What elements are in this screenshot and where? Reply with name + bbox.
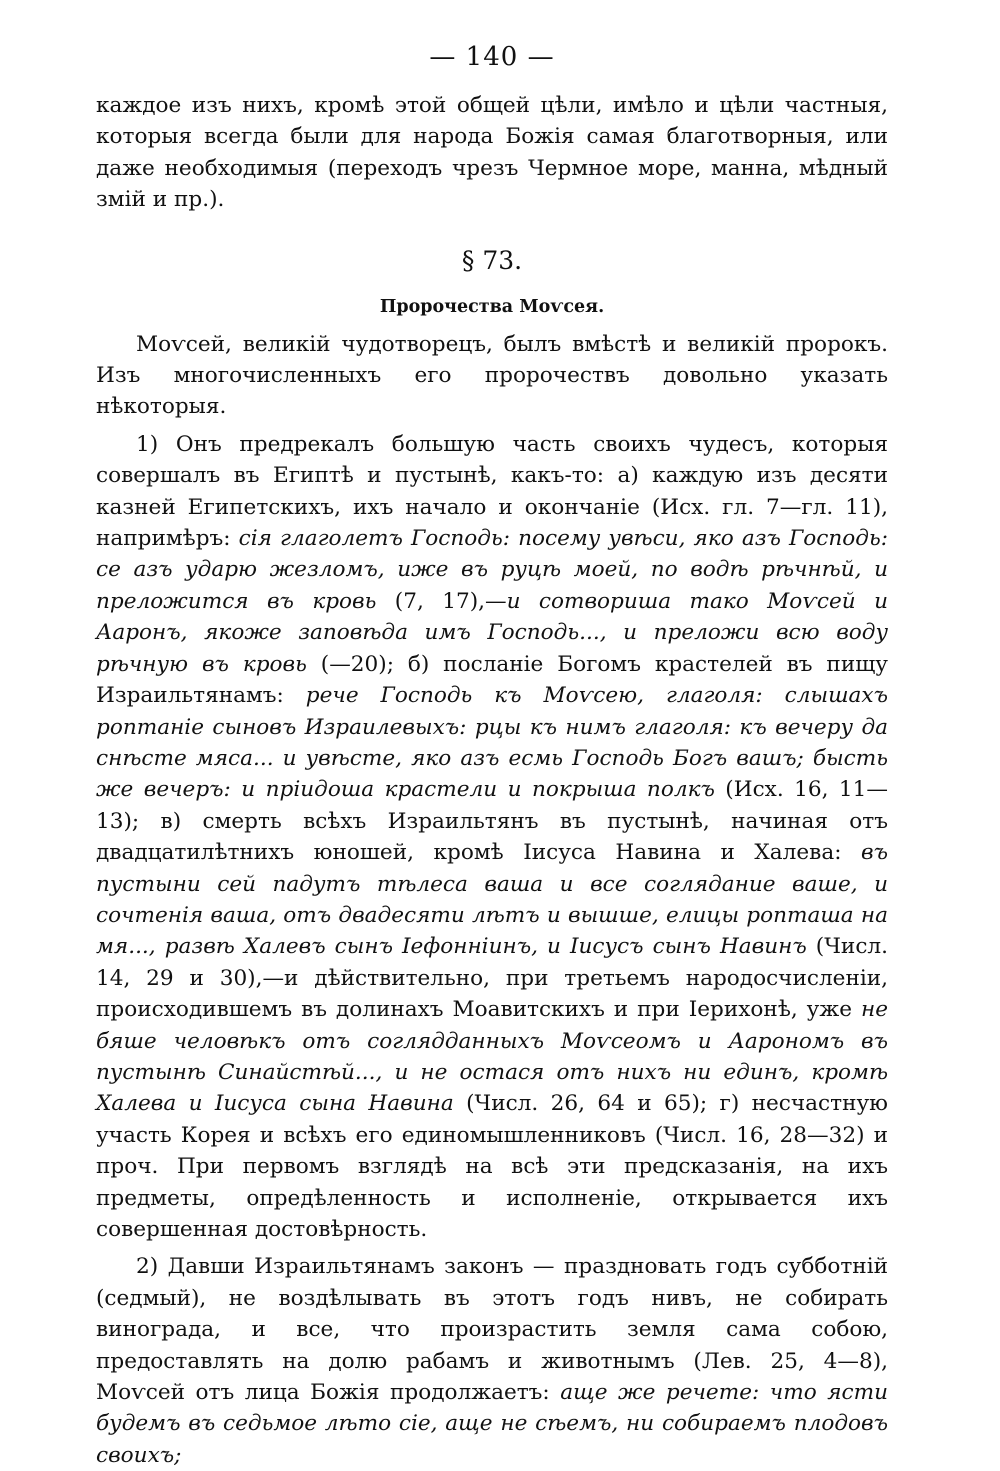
quote-run: не бяше человѣкъ отъ соглядданныхъ Моѵсеомъ и Аарономъ въ пустынѣ Синайстѣй..., и не остася отъ нихъ ни единъ, кромѣ Халева и Іисуса сына Навина xyxy=(96,997,888,1117)
page-number: — 140 — xyxy=(429,42,555,72)
paragraph-2 xyxy=(96,429,888,1246)
text-run: (Числ. 26, 64 и 65); г) несчастную участь Корея и всѣхъ его единомышленниковъ (Числ. 16, 28—32) и проч. При первомъ взглядѣ на всѣ эти предсказанія, на ихъ предметы, опредѣленность и исполненіе, открывается ихъ совершенная достовѣрность. xyxy=(96,1091,888,1242)
intro-paragraph: каждое изъ нихъ, кромѣ этой общей цѣли, имѣло и цѣли частныя, которыя всегда были для народа Божія самая благотворныя, или даже необходимыя (переходъ чрезъ Чермное море, манна, мѣдный змій и пр.). xyxy=(96,93,888,213)
paragraph-1: Моѵсей, великій чудотворецъ, былъ вмѣстѣ и великій пророкъ. Изъ многочисленныхъ его пророчествъ довольно указать нѣкоторыя. xyxy=(96,331,888,420)
text-run: (Исх. 16, 11—13); в) смерть всѣхъ Израильтянъ въ пустынѣ, начиная отъ двадцатилѣтнихъ юношей, кромѣ Іисуса Навина и Халева: xyxy=(96,777,888,866)
text-run: (—20); б) посланіе Богомъ крастелей въ пищу Израильтянамъ: xyxy=(96,651,888,709)
section-number: § 73. xyxy=(461,245,523,275)
section-title: Пророчества Моѵсея. xyxy=(379,296,605,317)
quote-run: и сотвориша тако Моѵсей и Ааронъ, якоже заповѣда имъ Господь..., и преложи всю воду рѣчную въ кровь xyxy=(96,588,888,677)
text-run: 2) Давши Израильтянамъ законъ — праздновать годъ субботній (седмый), не воздѣлывать въ этотъ годъ нивъ, не собирать винограда, и все, что произрастить земля сама собою, предоставлять на долю рабамъ и животнымъ (Лев. 25, 4—8), Моѵсей отъ лица Божія продолжаетъ: xyxy=(96,1254,888,1406)
quote-run: аще же речете: что ясти будемъ въ седьмое лѣто сіе, аще не сѣемъ, ни собираемъ плодовъ своихъ; xyxy=(96,1380,888,1468)
text-run: 1) Онъ предрекалъ большую часть своихъ чудесъ, которыя совершалъ въ Египтѣ и пустынѣ, какъ-то: а) каждую изъ десяти казней Египетскихъ, ихъ начало и окончаніе (Исх. гл. 7—гл. 11), напримѣръ: xyxy=(96,431,888,552)
quote-run: сія глаголетъ Господь: посему увѣси, яко азъ Господь: се азъ ударю жезломъ, иже въ руцѣ моей, по водѣ рѣчнѣй, и преложится въ кровь xyxy=(96,526,888,614)
quote-run: рече Господь къ Моѵсею, глаголя: слышахъ роптаніе сыновъ Израилевыхъ: рцы къ нимъ глаголя: къ вечеру да снѣсте мяса... и увѣсте, яко азъ есмь Господь Богъ вашъ; бысть же вечеръ: и пріидоша крастели и покрыша полкъ xyxy=(96,683,888,803)
text-run: (Числ. 14, 29 и 30),—и дѣйствительно, при третьемъ народосчисленіи, происходившемъ въ долинахъ Моавитскихъ и при Іерихонѣ, уже xyxy=(96,934,888,1023)
quote-run: въ пустыни сей падутъ тѣлеса ваша и все соглядание ваше, и сочтенія ваша, отъ двадесяти лѣтъ и вышше, елицы ропташа на мя..., развѣ Халевъ сынъ Іефонніинъ, и Іисусъ сынъ Навинъ xyxy=(96,840,888,960)
text-run: (7, 17),— xyxy=(376,588,507,614)
paragraph-3 xyxy=(96,1251,888,1471)
